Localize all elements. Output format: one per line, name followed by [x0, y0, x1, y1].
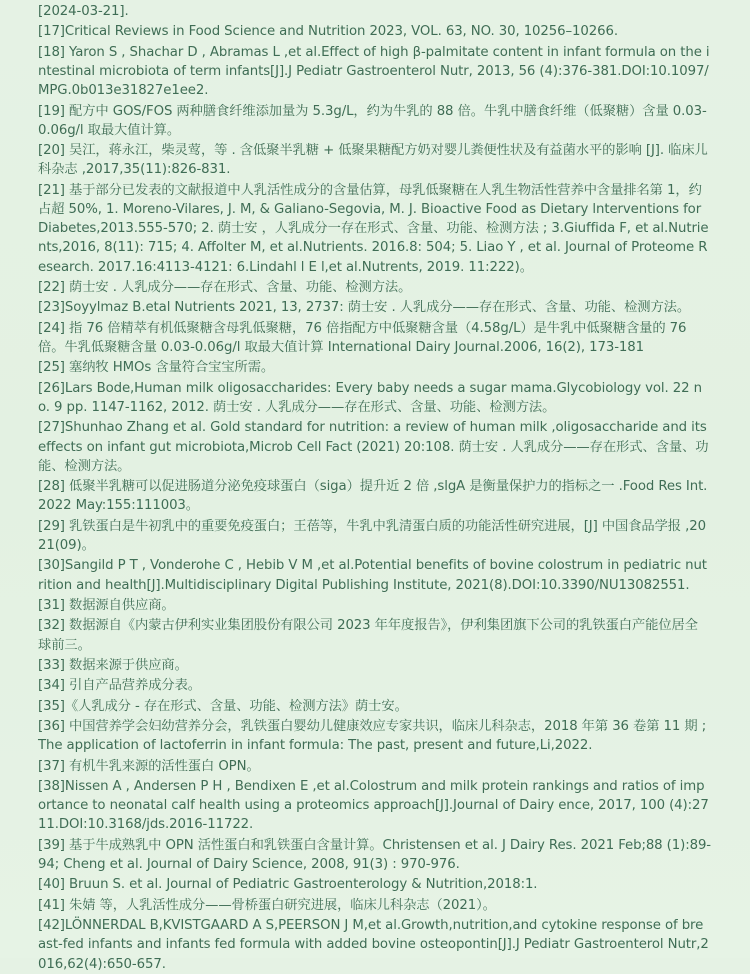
reference-item: [23]Soyylmaz B.etal Nutrients 2021, 13, 2737: 荫士安 . 人乳成分——存在形式、含量、功能、检测方法。	[38, 300, 691, 316]
reference-item: [18] Yaron S , Shachar D , Abramas L ,et al.Effect of high β-palmitate content in infant formula on the intestinal microbiota of term infants[J].J Pediatr Gastroenterol Nutr, 2013, 56 (4):376-381.DOI:10.1097/MPG.0b013e31827e1ee2.	[38, 44, 710, 99]
reference-item: [32] 数据源自《内蒙古伊利实业集团股份有限公司 2023 年年度报告》，伊利集团旗下公司的乳铁蛋白产能位居全球前三。	[38, 618, 698, 653]
reference-item: [39] 基于牛成熟乳中 OPN 活性蛋白和乳铁蛋白含量计算。Christensen et al. J Dairy Res. 2021 Feb;88 (1):89-94; Cheng et al. Journal of Dairy Science, 2008, 91(3) : 970-976.	[38, 837, 712, 873]
reference-item: [27]Shunhao Zhang et al. Gold standard for nutrition: a review of human milk ,oligosaccharide and its effects on infant gut microbiota,Microb Cell Fact (2021) 20:108. 荫士安 . 人乳成分——存在形式、含量、功能、检测方法。	[38, 420, 709, 474]
reference-item: [20] 吴江，蒋永江，柴灵莺，等 . 含低聚半乳糖 + 低聚果糖配方奶对婴儿粪便性状及有益菌水平的影响 [J]. 临床儿科杂志 ,2017,35(11):826-831.	[38, 143, 708, 178]
reference-item: [37] 有机牛乳来源的活性蛋白 OPN。	[38, 758, 260, 774]
reference-item: [41] 朱婧 等，人乳活性成分——骨桥蛋白研究进展，临床儿科杂志（2021）。	[38, 897, 496, 913]
reference-item: [22] 荫士安 . 人乳成分——存在形式、含量、功能、检测方法。	[38, 279, 412, 295]
reference-item: [21] 基于部分已发表的文献报道中人乳活性成分的含量估算，母乳低聚糖在人乳生物活性营养中含量排名第 1，约占超 50%, 1. Moreno-Vilares, J. M, & Galiano-Segovia, M. J. Bioactive Food as Dietary lnterventions for Diabetes,2013.555-570; 2. 荫士安 ，人乳成分一存在形式、含量、功能、检测方法 ; 3.Giuffida F, et al.Nutrients,2016, 8(11): 715; 4. Affolter M, et al.Nutrients. 2016.8: 504; 5. Liao Y , et al. Journal of Proteome Research. 2017.16:4113-4121: 6.Lindahl l E l,et al.Nutrents, 2019. 11:222)。	[38, 182, 709, 275]
reference-item: [30]Sangild P T , Vonderohe C , Hebib V M ,et al.Potential benefits of bovine colostrum in pediatric nutrition and health[J].Multidisciplinary Digital Publishing Institute, 2021(8).DOI:10.3390/NU13082551.	[38, 558, 707, 593]
reference-item: [25] 塞纳牧 HMOs 含量符合宝宝所需。	[38, 360, 275, 376]
reference-item: [31] 数据源自供应商。	[38, 597, 175, 613]
reference-item: [24] 指 76 倍精萃有机低聚糖含母乳低聚糖，76 倍指配方中低聚糖含量（4.58g/L）是牛乳中低聚糖含量的 76 倍。牛乳低聚糖含量 0.03-0.06g/l 取最大值计算 International Dairy Journal.2006, 16(2), 173-181	[38, 320, 687, 355]
reference-item: [29] 乳铁蛋白是牛初乳中的重要免疫蛋白；王蓓等，牛乳中乳清蛋白质的功能活性研究进展，[J] 中国食品学报 ,2021(09)。	[38, 518, 706, 553]
reference-item: [34] 引自产品营养成分表。	[38, 678, 201, 694]
reference-item: [42]LÖNNERDAL B,KVISTGAARD A S,PEERSON J M,et al.Growth,nutrition,and cytokine response of breast-fed infants and infants fed formula with added bovine osteopontin[J].J Pediatr Gastroenterol Nutr,2016,62(4):650-657.	[38, 918, 709, 972]
reference-item: [26]Lars Bode,Human milk oligosaccharides: Every baby needs a sugar mama.Glycobiology vol. 22 no. 9 pp. 1147-1162, 2012. 荫士安 . 人乳成分——存在形式、含量、功能、检测方法。	[38, 380, 702, 415]
reference-item: [38]Nissen A , Andersen P H , Bendixen E ,et al.Colostrum and milk protein rankings and ratios of importance to neonatal calf health using a proteomics approach[J].Journal of Dairy ence, 2017, 100 (4):2711.DOI:10.3168/jds.2016-11722.	[38, 779, 709, 833]
reference-item: [36] 中国营养学会妇幼营养分会，乳铁蛋白婴幼儿健康效应专家共识，临床儿科杂志，2018 年第 36 卷第 11 期 ; The application of lactoferrin in infant formula: The past, present and future,Li,2022.	[38, 719, 707, 754]
reference-item: [2024-03-21].	[38, 4, 129, 19]
reference-item: [19] 配方中 GOS/FOS 两种膳食纤维添加量为 5.3g/L，约为牛乳的 88 倍。牛乳中膳食纤维（低聚糖）含量 0.03-0.06g/l 取最大值计算。	[38, 103, 707, 138]
reference-item: [40] Bruun S. et al. Journal of Pediatric Gastroenterology & Nutrition,2018:1.	[38, 877, 538, 893]
reference-item: [35]《人乳成分 - 存在形式、含量、功能、检测方法》荫士安。	[38, 698, 408, 714]
reference-item: [33] 数据来源于供应商。	[38, 657, 188, 673]
reference-item: [17]Critical Reviews in Food Science and Nutrition 2023, VOL. 63, NO. 30, 10256–10266.	[38, 24, 618, 40]
reference-item: [28] 低聚半乳糖可以促进肠道分泌免疫球蛋白（siga）提升近 2 倍 ,slgA 是衡量保护力的指标之一 .Food Res Int. 2022 May:155:111003。	[38, 479, 708, 514]
